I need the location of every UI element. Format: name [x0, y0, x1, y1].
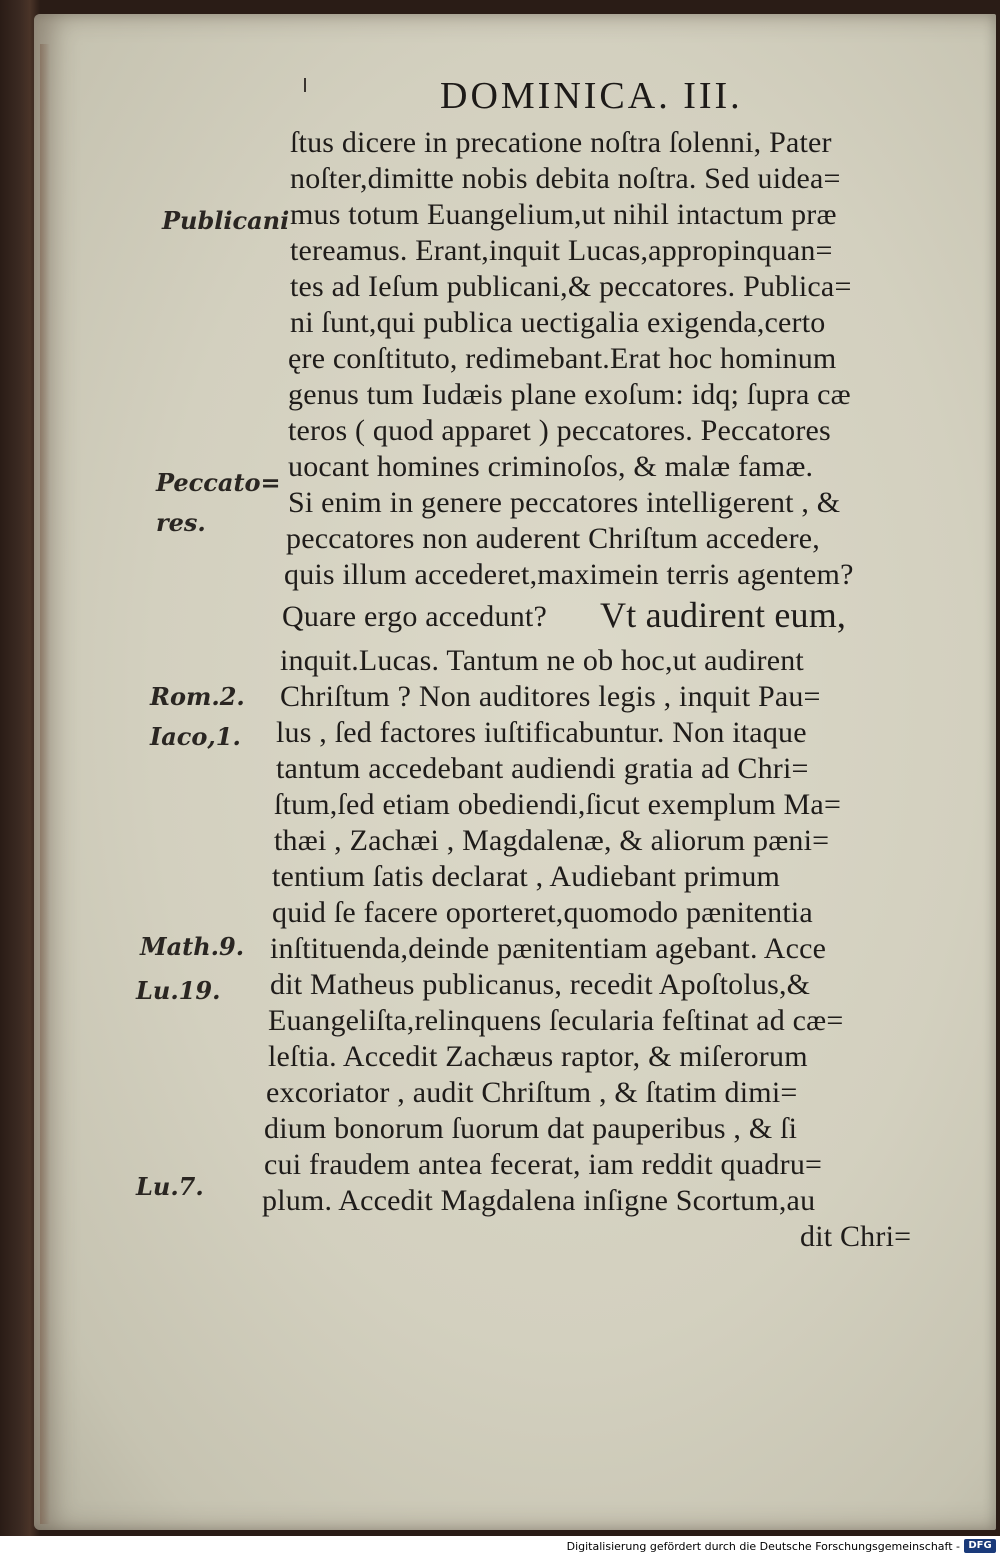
margin-note-peccatores: Peccato=	[156, 468, 281, 497]
text-line: dium bonorum ſuorum dat pauperibus , & ſi	[264, 1112, 798, 1145]
text-line: mus totum Euangelium,ut nihil intactum præ	[290, 198, 837, 231]
text-line: dit Matheus publicanus, recedit Apoſtolus,&	[270, 968, 811, 1001]
margin-note-lu7: Lu.7.	[136, 1172, 204, 1201]
digitization-footer	[0, 1536, 1000, 1558]
text-line: genus tum Iudæis plane exoſum: idq; ſupra cæ	[288, 378, 851, 411]
text-line: Euangeliſta,relinquens ſecularia feſtinat ad cæ=	[268, 1004, 844, 1037]
funding-credit: Digitalisierung gefördert durch die Deutsche Forschungsgemeinschaft -	[566, 1540, 960, 1553]
text-line: inquit.Lucas. Tantum ne ob hoc,ut audirent	[280, 644, 804, 677]
text-line: tereamus. Erant,inquit Lucas,appropinquan=	[290, 234, 833, 267]
text-line: thæi , Zachæi , Magdalenæ, & aliorum pæni=	[274, 824, 830, 857]
text-line: lus , ſed factores iuſtificabuntur. Non itaque	[276, 716, 807, 749]
text-line: leſtia. Accedit Zachæus raptor, & miſerorum	[268, 1040, 808, 1073]
catchword: dit Chri=	[800, 1220, 912, 1253]
margin-note-publicani: Publicani	[162, 206, 290, 235]
text-line: plum. Accedit Magdalena inſigne Scortum,au	[262, 1184, 816, 1217]
text-line: quid ſe facere oporteret,quomodo pænitentia	[272, 896, 813, 929]
text-line: tes ad Ieſum publicani,& peccatores. Publica=	[290, 270, 852, 303]
text-line-emphasis: Vt audirent eum,	[600, 595, 847, 635]
margin-note-peccatores-cont: res.	[156, 508, 206, 537]
margin-note-math: Math.9.	[140, 932, 245, 961]
text-line: excoriator , audit Chriſtum , & ſtatim dimi=	[266, 1076, 798, 1109]
text-line: teros ( quod apparet ) peccatores. Peccatores	[288, 414, 831, 447]
margin-note-rom: Rom.2.	[150, 682, 245, 711]
text-line: quis illum accederet,maximein terris agentem?	[284, 558, 854, 591]
margin-note-iaco: Iaco,1.	[150, 722, 241, 751]
margin-note-lu19: Lu.19.	[136, 976, 221, 1005]
text-line: cui fraudem antea fecerat, iam reddit quadru=	[264, 1148, 823, 1181]
dfg-logo-icon: DFG	[964, 1539, 996, 1553]
text-line: peccatores non auderent Chriſtum accedere,	[286, 522, 820, 555]
text-line: ſtus dicere in precatione noſtra ſolenni, Pater	[290, 126, 832, 159]
text-line: noſter,dimitte nobis debita noſtra. Sed uidea=	[290, 162, 841, 195]
text-line: Chriſtum ? Non auditores legis , inquit Pau=	[280, 680, 821, 713]
text-line: Quare ergo accedunt?	[282, 600, 547, 633]
text-line: tantum accedebant audiendi gratia ad Chri=	[276, 752, 809, 785]
text-line: Si enim in genere peccatores intelligerent , &	[288, 486, 841, 519]
text-line: inſtituenda,deinde pænitentiam agebant. Acce	[270, 932, 827, 965]
text-line: ęre conſtituto, redimebant.Erat hoc hominum	[288, 342, 837, 375]
running-title: DOMINICA. III.	[440, 75, 743, 117]
text-line: ſtum,ſed etiam obediendi,ſicut exemplum Ma=	[274, 788, 842, 821]
text-line: ni ſunt,qui publica uectigalia exigenda,certo	[290, 306, 826, 339]
text-line: uocant homines criminoſos, & malæ famæ.	[288, 450, 814, 483]
text-line: tentium ſatis declarat , Audiebant primum	[272, 860, 781, 893]
